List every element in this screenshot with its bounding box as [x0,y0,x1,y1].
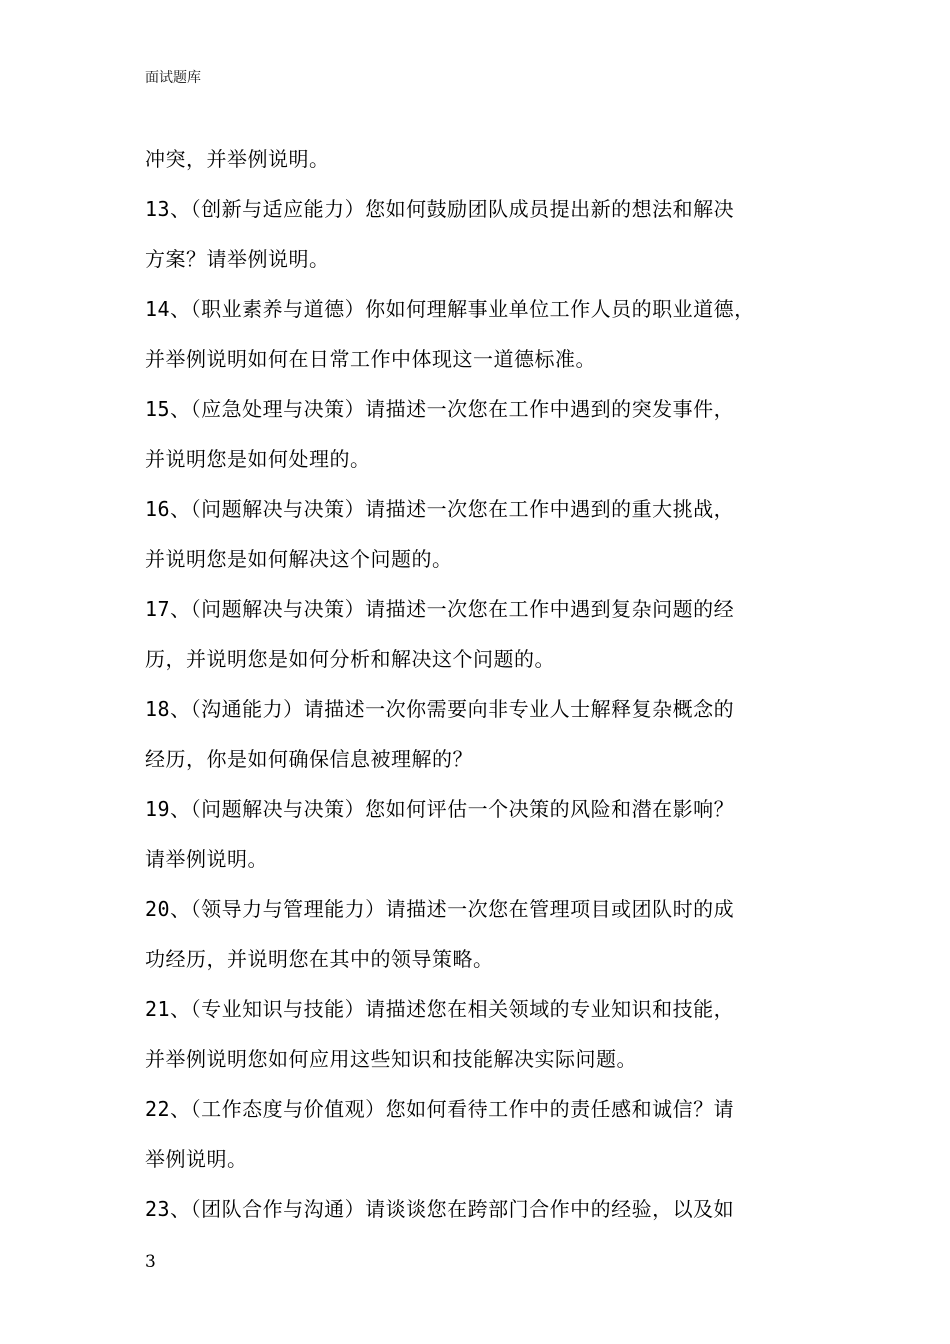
page-number: 3 [145,1252,156,1272]
text-line: 20、（领导力与管理能力）请描述一次您在管理项目或团队时的成 [145,897,735,921]
document-body [145,134,835,1234]
text-line: 举例说明。 [145,1147,248,1171]
text-line: 请举例说明。 [145,847,268,871]
text-line: 功经历，并说明您在其中的领导策略。 [145,947,494,971]
text-line: 15、（应急处理与决策）请描述一次您在工作中遇到的突发事件， [145,397,735,421]
text-line: 历，并说明您是如何分析和解决这个问题的。 [145,647,555,671]
text-line: 并举例说明如何在日常工作中体现这一道德标准。 [145,347,596,371]
text-line: 14、（职业素养与道德）你如何理解事业单位工作人员的职业道德， [145,297,755,321]
text-line: 22、（工作态度与价值观）您如何看待工作中的责任感和诚信？请 [145,1097,735,1121]
text-line: 冲突，并举例说明。 [145,147,330,171]
text-line: 并说明您是如何解决这个问题的。 [145,547,453,571]
text-line: 16、（问题解决与决策）请描述一次您在工作中遇到的重大挑战， [145,497,735,521]
text-line: 并举例说明您如何应用这些知识和技能解决实际问题。 [145,1047,637,1071]
text-line: 17、（问题解决与决策）请描述一次您在工作中遇到复杂问题的经 [145,597,735,621]
text-line: 21、（专业知识与技能）请描述您在相关领域的专业知识和技能， [145,997,735,1021]
page-header-title: 面试题库 [145,70,201,86]
text-line: 23、（团队合作与沟通）请谈谈您在跨部门合作中的经验，以及如 [145,1197,735,1221]
text-line: 并说明您是如何处理的。 [145,447,371,471]
text-line: 13、（创新与适应能力）您如何鼓励团队成员提出新的想法和解决 [145,197,735,221]
text-line: 经历，你是如何确保信息被理解的？ [145,747,473,771]
text-line: 方案？请举例说明。 [145,247,330,271]
text-line: 18、（沟通能力）请描述一次你需要向非专业人士解释复杂概念的 [145,697,735,721]
text-line: 19、（问题解决与决策）您如何评估一个决策的风险和潜在影响？ [145,797,735,821]
